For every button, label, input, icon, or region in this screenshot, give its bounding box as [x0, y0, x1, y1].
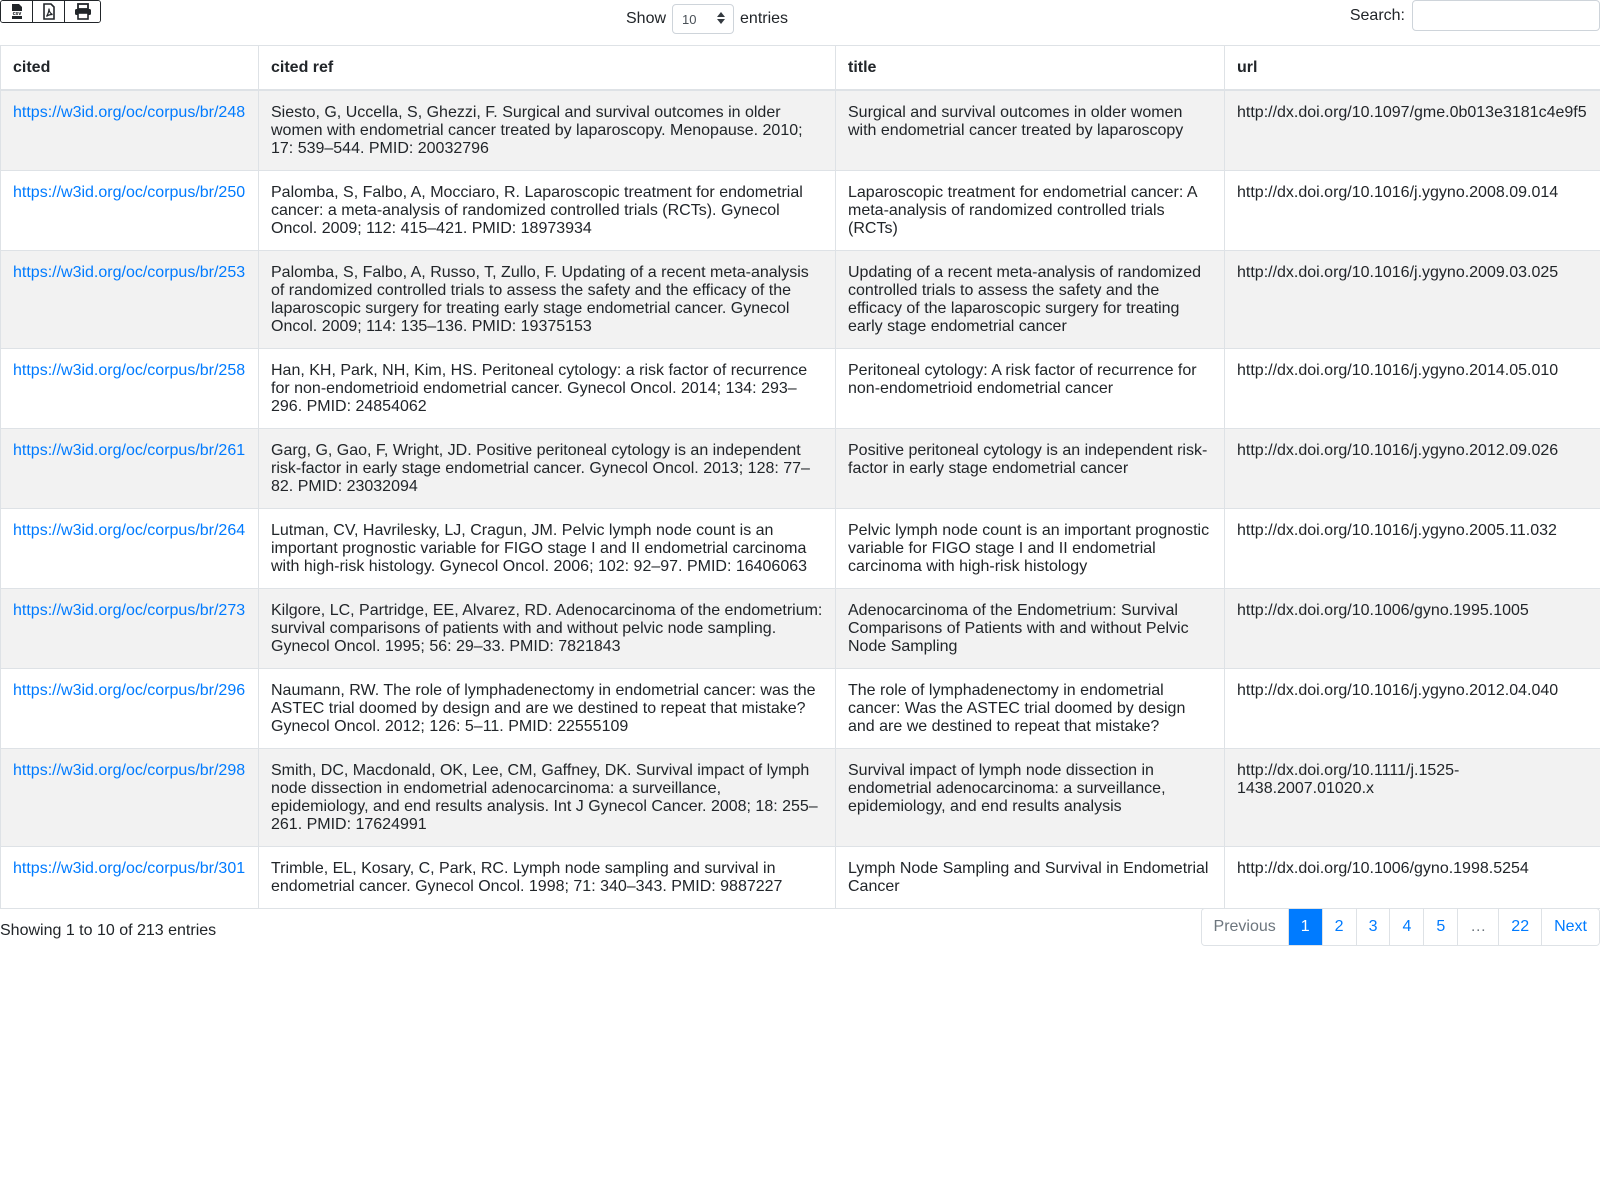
- page-length-control: [626, 4, 788, 34]
- cell-title: Pelvic lymph node count is an important prognostic variable for FIGO stage I and II endometrial carcinoma with high-risk histology: [836, 509, 1225, 589]
- cell-url: http://dx.doi.org/10.1097/gme.0b013e3181c4e9f5: [1225, 90, 1600, 171]
- pagination: [1201, 908, 1600, 946]
- csv-badge-text: csv: [12, 12, 21, 18]
- cell-title: Survival impact of lymph node dissection in endometrial adenocarcinoma: a surveillance, epidemiology, and end results analysis: [836, 749, 1225, 847]
- page-ellipsis: …: [1458, 909, 1499, 945]
- table-row: [1, 171, 1600, 251]
- cell-cited: [1, 251, 259, 349]
- show-label: Show: [626, 10, 667, 27]
- search-input[interactable]: [1412, 0, 1600, 31]
- cited-link[interactable]: https://w3id.org/oc/corpus/br/296: [13, 682, 246, 699]
- table-header-row: [1, 46, 1600, 91]
- table-row: [1, 589, 1600, 669]
- page-button-4[interactable]: 4: [1390, 909, 1424, 945]
- page-button-1[interactable]: 1: [1289, 909, 1323, 945]
- cited-link[interactable]: https://w3id.org/oc/corpus/br/298: [13, 762, 246, 779]
- citations-table: [0, 45, 1600, 909]
- cell-url: http://dx.doi.org/10.1016/j.ygyno.2014.05.010: [1225, 349, 1600, 429]
- table-row: [1, 251, 1600, 349]
- next-button[interactable]: Next: [1542, 909, 1599, 945]
- cell-url: http://dx.doi.org/10.1016/j.ygyno.2012.04.040: [1225, 669, 1600, 749]
- cell-title: Surgical and survival outcomes in older women with endometrial cancer treated by laparoscopy: [836, 90, 1225, 171]
- cell-url: http://dx.doi.org/10.1016/j.ygyno.2009.03.025: [1225, 251, 1600, 349]
- table-toolbar: [0, 0, 1600, 46]
- search-label: Search:: [1349, 6, 1405, 24]
- table-info: Showing 1 to 10 of 213 entries: [0, 922, 217, 939]
- cell-title: Laparoscopic treatment for endometrial cancer: A meta-analysis of randomized controlled trials (RCTs): [836, 171, 1225, 251]
- page-button-22[interactable]: 22: [1499, 909, 1542, 945]
- pdf-file-icon: [41, 3, 57, 20]
- cell-cited: [1, 509, 259, 589]
- cell-title: Positive peritoneal cytology is an independent risk-factor in early stage endometrial cancer: [836, 429, 1225, 509]
- cell-cited-ref: Palomba, S, Falbo, A, Mocciaro, R. Laparoscopic treatment for endometrial cancer: a meta-analysis of randomized controlled trials (RCTs). Gynecol Oncol. 2009; 112: 415–421. PMID: 18973934: [259, 171, 836, 251]
- page-button-2[interactable]: 2: [1323, 909, 1357, 945]
- select-caret-icon: [717, 12, 725, 24]
- search-control: [1350, 0, 1600, 31]
- cell-url: http://dx.doi.org/10.1111/j.1525-1438.2007.01020.x: [1225, 749, 1600, 847]
- cell-title: Lymph Node Sampling and Survival in Endometrial Cancer: [836, 847, 1225, 909]
- table-row: [1, 749, 1600, 847]
- page-length-select[interactable]: [672, 4, 734, 34]
- page-button-5[interactable]: 5: [1424, 909, 1458, 945]
- cited-link[interactable]: https://w3id.org/oc/corpus/br/301: [13, 860, 246, 877]
- cited-link[interactable]: https://w3id.org/oc/corpus/br/264: [13, 522, 246, 539]
- column-header-cited[interactable]: cited: [1, 46, 259, 91]
- cell-cited-ref: Palomba, S, Falbo, A, Russo, T, Zullo, F. Updating of a recent meta-analysis of randomized controlled trials to assess the safety and the efficacy of the laparoscopic surgery for treating early stage endometrial cancer. Gynecol Oncol. 2009; 114: 135–136. PMID: 19375153: [259, 251, 836, 349]
- cited-link[interactable]: https://w3id.org/oc/corpus/br/261: [13, 442, 246, 459]
- export-pdf-button[interactable]: [33, 1, 65, 22]
- cited-link[interactable]: https://w3id.org/oc/corpus/br/248: [13, 104, 246, 121]
- cell-cited-ref: Garg, G, Gao, F, Wright, JD. Positive peritoneal cytology is an independent risk-factor in early stage endometrial cancer. Gynecol Oncol. 2013; 128: 77–82. PMID: 23032094: [259, 429, 836, 509]
- cell-cited: [1, 429, 259, 509]
- table-row: [1, 349, 1600, 429]
- cell-cited: [1, 90, 259, 171]
- column-header-cited-ref[interactable]: cited ref: [259, 46, 836, 91]
- cited-link[interactable]: https://w3id.org/oc/corpus/br/250: [13, 184, 246, 201]
- cited-link[interactable]: https://w3id.org/oc/corpus/br/258: [13, 362, 246, 379]
- cell-url: http://dx.doi.org/10.1006/gyno.1995.1005: [1225, 589, 1600, 669]
- csv-file-icon: [9, 3, 25, 20]
- cell-url: http://dx.doi.org/10.1016/j.ygyno.2008.09.014: [1225, 171, 1600, 251]
- entries-label: entries: [740, 10, 789, 27]
- cited-link[interactable]: https://w3id.org/oc/corpus/br/273: [13, 602, 246, 619]
- cell-cited: [1, 171, 259, 251]
- cell-title: Peritoneal cytology: A risk factor of recurrence for non-endometrioid endometrial cancer: [836, 349, 1225, 429]
- table-row: [1, 509, 1600, 589]
- page-button-3[interactable]: 3: [1357, 909, 1391, 945]
- cell-url: http://dx.doi.org/10.1006/gyno.1998.5254: [1225, 847, 1600, 909]
- cell-cited-ref: Lutman, CV, Havrilesky, LJ, Cragun, JM. Pelvic lymph node count is an important prognostic variable for FIGO stage I and II endometrial carcinoma with high-risk histology. Gynecol Oncol. 2006; 102: 92–97. PMID: 16406063: [259, 509, 836, 589]
- print-icon: [73, 3, 93, 20]
- cell-cited-ref: Naumann, RW. The role of lymphadenectomy in endometrial cancer: was the ASTEC trial doomed by design and are we destined to repeat that mistake? Gynecol Oncol. 2012; 126: 5–11. PMID: 22555109: [259, 669, 836, 749]
- table-row: [1, 847, 1600, 909]
- cell-cited: [1, 349, 259, 429]
- cell-cited: [1, 749, 259, 847]
- page-length-value: 10: [682, 11, 697, 27]
- cell-cited-ref: Smith, DC, Macdonald, OK, Lee, CM, Gaffney, DK. Survival impact of lymph node dissection in endometrial adenocarcinoma: a surveillance, epidemiology, and end results analysis. Int J Gynecol Cancer. 2008; 18: 255–261. PMID: 17624991: [259, 749, 836, 847]
- cell-title: Adenocarcinoma of the Endometrium: Survival Comparisons of Patients with and without Pelvic Node Sampling: [836, 589, 1225, 669]
- column-header-url[interactable]: url: [1225, 46, 1600, 91]
- previous-button: Previous: [1202, 909, 1289, 945]
- cell-url: http://dx.doi.org/10.1016/j.ygyno.2012.09.026: [1225, 429, 1600, 509]
- cell-url: http://dx.doi.org/10.1016/j.ygyno.2005.11.032: [1225, 509, 1600, 589]
- print-button[interactable]: [65, 1, 100, 22]
- export-button-group: [0, 0, 101, 23]
- cited-link[interactable]: https://w3id.org/oc/corpus/br/253: [13, 264, 246, 281]
- table-row: [1, 429, 1600, 509]
- cell-cited-ref: Han, KH, Park, NH, Kim, HS. Peritoneal cytology: a risk factor of recurrence for non-endometrioid endometrial cancer. Gynecol Oncol. 2014; 134: 293–296. PMID: 24854062: [259, 349, 836, 429]
- cell-cited-ref: Kilgore, LC, Partridge, EE, Alvarez, RD. Adenocarcinoma of the endometrium: survival comparisons of patients with and without pelvic node sampling. Gynecol Oncol. 1995; 56: 29–33. PMID: 7821843: [259, 589, 836, 669]
- export-csv-button[interactable]: [1, 1, 33, 22]
- cell-cited: [1, 669, 259, 749]
- cell-cited: [1, 847, 259, 909]
- table-row: [1, 669, 1600, 749]
- cell-cited-ref: Siesto, G, Uccella, S, Ghezzi, F. Surgical and survival outcomes in older women with endometrial cancer treated by laparoscopy. Menopause. 2010; 17: 539–544. PMID: 20032796: [259, 90, 836, 171]
- cell-cited-ref: Trimble, EL, Kosary, C, Park, RC. Lymph node sampling and survival in endometrial cancer. Gynecol Oncol. 1998; 71: 340–343. PMID: 9887227: [259, 847, 836, 909]
- cell-cited: [1, 589, 259, 669]
- cell-title: Updating of a recent meta-analysis of randomized controlled trials to assess the safety and the efficacy of the laparoscopic surgery for treating early stage endometrial cancer: [836, 251, 1225, 349]
- column-header-title[interactable]: title: [836, 46, 1225, 91]
- table-row: [1, 90, 1600, 171]
- cell-title: The role of lymphadenectomy in endometrial cancer: Was the ASTEC trial doomed by design and are we destined to repeat that mistake?: [836, 669, 1225, 749]
